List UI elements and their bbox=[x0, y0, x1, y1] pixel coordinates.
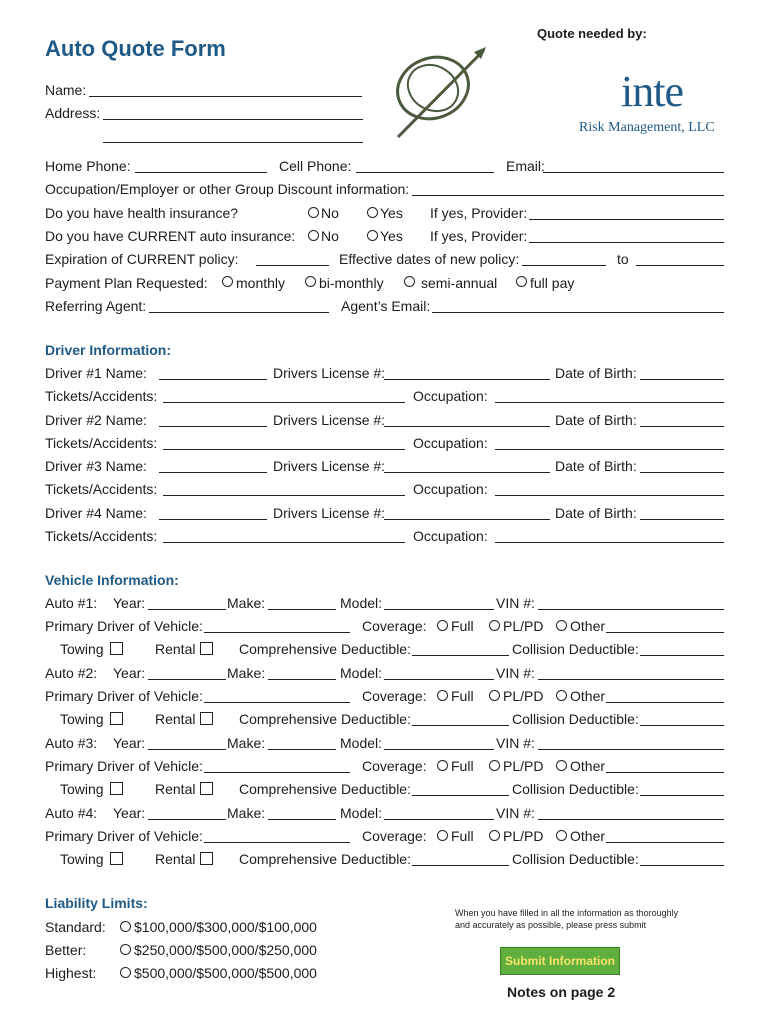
comprehensive-label: Comprehensive Deductible: bbox=[239, 781, 411, 797]
year-label: Year: bbox=[113, 595, 146, 611]
address-label: Address: bbox=[45, 105, 101, 121]
health-provider-label: If yes, Provider: bbox=[430, 205, 528, 221]
year-field[interactable] bbox=[148, 819, 226, 820]
current-auto-label: Do you have CURRENT auto insurance: bbox=[45, 228, 296, 244]
driver-name-label: Driver #1 Name: bbox=[45, 365, 147, 381]
health-no-radio[interactable] bbox=[308, 207, 319, 218]
coverage-full-label: Full bbox=[451, 828, 474, 844]
rental-checkbox[interactable] bbox=[200, 712, 213, 725]
name-field[interactable] bbox=[89, 96, 362, 97]
driver-occupation-field[interactable] bbox=[495, 402, 724, 403]
coverage-other-label: Other bbox=[570, 618, 606, 634]
driver-tickets-field[interactable] bbox=[163, 402, 405, 403]
driver-tickets-label: Tickets/Accidents: bbox=[45, 527, 158, 544]
auto-label: Auto #3: bbox=[45, 735, 98, 751]
driver-tickets-field[interactable] bbox=[163, 495, 405, 496]
coverage-other-field[interactable] bbox=[606, 702, 724, 703]
liability-radio[interactable] bbox=[120, 921, 131, 932]
vin-field[interactable] bbox=[538, 609, 724, 610]
vin-label: VIN #: bbox=[496, 805, 535, 821]
coverage-full-radio[interactable] bbox=[437, 620, 448, 631]
model-field[interactable] bbox=[384, 749, 494, 750]
driver-occupation-label: Occupation: bbox=[413, 481, 488, 497]
driver-tickets-label: Tickets/Accidents: bbox=[45, 434, 158, 451]
globe-arrow-logo-icon bbox=[388, 44, 492, 142]
coverage-plpd-label: PL/PD bbox=[503, 688, 544, 704]
model-field[interactable] bbox=[384, 819, 494, 820]
towing-checkbox[interactable] bbox=[110, 642, 123, 655]
driver-name-field[interactable] bbox=[159, 426, 267, 427]
referring-agent-field[interactable] bbox=[149, 312, 329, 313]
towing-checkbox[interactable] bbox=[110, 712, 123, 725]
driver-license-label: Drivers License #: bbox=[273, 365, 386, 381]
driver-dob-field[interactable] bbox=[640, 519, 724, 520]
expiration-field[interactable] bbox=[256, 265, 329, 266]
driver-dob-label: Date of Birth: bbox=[555, 504, 637, 521]
comprehensive-label: Comprehensive Deductible: bbox=[239, 641, 411, 657]
collision-field[interactable] bbox=[640, 865, 724, 866]
email-field[interactable] bbox=[543, 172, 724, 173]
driver-license-label: Drivers License #: bbox=[273, 504, 386, 521]
coverage-full-label: Full bbox=[451, 618, 474, 634]
coverage-plpd-label: PL/PD bbox=[503, 828, 544, 844]
primary-driver-field[interactable] bbox=[204, 702, 350, 703]
logo-subtitle: Risk Management, LLC bbox=[579, 120, 715, 135]
driver-name-label: Driver #2 Name: bbox=[45, 411, 147, 428]
coverage-full-label: Full bbox=[451, 758, 474, 774]
comprehensive-label: Comprehensive Deductible: bbox=[239, 711, 411, 727]
rental-label: Rental bbox=[155, 641, 196, 657]
liability-value: $250,000/$500,000/$250,000 bbox=[134, 942, 317, 958]
vin-field[interactable] bbox=[538, 749, 724, 750]
coverage-plpd-radio[interactable] bbox=[489, 620, 500, 631]
pay-semiannual-label: semi-annual bbox=[421, 275, 498, 291]
year-label: Year: bbox=[113, 805, 146, 821]
auto-yes-label: Yes bbox=[380, 228, 403, 244]
collision-label: Collision Deductible: bbox=[512, 851, 639, 867]
health-no-label: No bbox=[321, 205, 339, 221]
collision-field[interactable] bbox=[640, 655, 724, 656]
form-title: Auto Quote Form bbox=[45, 36, 226, 61]
coverage-full-radio[interactable] bbox=[437, 760, 448, 771]
coverage-plpd-radio[interactable] bbox=[489, 830, 500, 841]
driver-license-field[interactable] bbox=[384, 472, 550, 473]
driver-occupation-field[interactable] bbox=[495, 542, 724, 543]
coverage-plpd-label: PL/PD bbox=[503, 758, 544, 774]
pay-bimonthly-label: bi-monthly bbox=[319, 275, 384, 291]
year-label: Year: bbox=[113, 735, 146, 751]
coverage-full-radio[interactable] bbox=[437, 690, 448, 701]
make-field[interactable] bbox=[268, 609, 336, 610]
effective-to-label: to bbox=[617, 251, 629, 267]
address-field-1[interactable] bbox=[103, 119, 363, 120]
auto-no-label: No bbox=[321, 228, 339, 244]
auto-provider-label: If yes, Provider: bbox=[430, 228, 528, 244]
pay-bimonthly-radio[interactable] bbox=[305, 276, 316, 287]
driver-occupation-label: Occupation: bbox=[413, 434, 488, 451]
primary-driver-label: Primary Driver of Vehicle: bbox=[45, 828, 203, 844]
cell-phone-field[interactable] bbox=[356, 172, 494, 173]
primary-driver-label: Primary Driver of Vehicle: bbox=[45, 688, 203, 704]
driver-name-label: Driver #3 Name: bbox=[45, 458, 147, 474]
collision-label: Collision Deductible: bbox=[512, 641, 639, 657]
make-field[interactable] bbox=[268, 679, 336, 680]
coverage-other-radio[interactable] bbox=[556, 760, 567, 771]
driver-occupation-field[interactable] bbox=[495, 449, 724, 450]
make-field[interactable] bbox=[268, 819, 336, 820]
make-label: Make: bbox=[227, 665, 266, 681]
driver-license-field[interactable] bbox=[384, 519, 550, 520]
auto-label: Auto #2: bbox=[45, 665, 98, 681]
rental-checkbox[interactable] bbox=[200, 642, 213, 655]
quote-needed-label: Quote needed by: bbox=[537, 26, 647, 41]
auto-yes-radio[interactable] bbox=[367, 230, 378, 241]
model-label: Model: bbox=[340, 735, 383, 751]
liability-value: $500,000/$500,000/$500,000 bbox=[134, 965, 317, 981]
referring-agent-label: Referring Agent: bbox=[45, 298, 147, 314]
submit-note-line1: When you have filled in all the information as thoroughly bbox=[455, 908, 679, 918]
liability-section-title: Liability Limits: bbox=[45, 895, 148, 911]
coverage-plpd-label: PL/PD bbox=[503, 618, 544, 634]
primary-driver-label: Primary Driver of Vehicle: bbox=[45, 618, 203, 634]
driver-dob-label: Date of Birth: bbox=[555, 458, 637, 474]
expiration-label: Expiration of CURRENT policy: bbox=[45, 251, 239, 267]
towing-label: Towing bbox=[60, 641, 104, 657]
liability-label: Standard: bbox=[45, 919, 106, 935]
logo-wordmark: inte bbox=[621, 67, 683, 116]
rental-label: Rental bbox=[155, 851, 196, 867]
effective-from-field[interactable] bbox=[522, 265, 606, 266]
driver-tickets-label: Tickets/Accidents: bbox=[45, 481, 158, 497]
towing-checkbox[interactable] bbox=[110, 782, 123, 795]
coverage-other-radio[interactable] bbox=[556, 830, 567, 841]
towing-label: Towing bbox=[60, 711, 104, 727]
coverage-other-field[interactable] bbox=[606, 842, 724, 843]
model-label: Model: bbox=[340, 805, 383, 821]
collision-field[interactable] bbox=[640, 725, 724, 726]
collision-field[interactable] bbox=[640, 795, 724, 796]
year-label: Year: bbox=[113, 665, 146, 681]
driver-dob-label: Date of Birth: bbox=[555, 365, 637, 381]
vin-field[interactable] bbox=[538, 819, 724, 820]
rental-checkbox[interactable] bbox=[200, 852, 213, 865]
driver-license-label: Drivers License #: bbox=[273, 411, 386, 428]
make-field[interactable] bbox=[268, 749, 336, 750]
submit-note-line2: and accurately as possible, please press submit bbox=[455, 920, 647, 930]
vin-label: VIN #: bbox=[496, 665, 535, 681]
primary-driver-field[interactable] bbox=[204, 772, 350, 773]
primary-driver-label: Primary Driver of Vehicle: bbox=[45, 758, 203, 774]
pay-monthly-label: monthly bbox=[236, 275, 286, 291]
driver-license-field[interactable] bbox=[384, 379, 550, 380]
auto-label: Auto #4: bbox=[45, 805, 98, 821]
liability-label: Better: bbox=[45, 942, 87, 958]
driver-occupation-label: Occupation: bbox=[413, 527, 488, 544]
year-field[interactable] bbox=[148, 609, 226, 610]
make-label: Make: bbox=[227, 735, 266, 751]
coverage-label: Coverage: bbox=[362, 758, 427, 774]
year-field[interactable] bbox=[148, 679, 226, 680]
towing-label: Towing bbox=[60, 781, 104, 797]
driver-license-field[interactable] bbox=[384, 426, 550, 427]
coverage-plpd-radio[interactable] bbox=[489, 760, 500, 771]
make-label: Make: bbox=[227, 595, 266, 611]
driver-tickets-label: Tickets/Accidents: bbox=[45, 388, 158, 404]
name-label: Name: bbox=[45, 82, 87, 98]
liability-label: Highest: bbox=[45, 965, 97, 981]
coverage-plpd-radio[interactable] bbox=[489, 690, 500, 701]
liability-radio[interactable] bbox=[120, 967, 131, 978]
health-yes-radio[interactable] bbox=[367, 207, 378, 218]
coverage-label: Coverage: bbox=[362, 688, 427, 704]
comprehensive-field[interactable] bbox=[412, 725, 509, 726]
auto-provider-field[interactable] bbox=[529, 242, 724, 243]
address-field-2[interactable] bbox=[103, 142, 363, 143]
driver-license-label: Drivers License #: bbox=[273, 458, 386, 474]
payment-plan-label: Payment Plan Requested: bbox=[45, 275, 208, 291]
driver-dob-field[interactable] bbox=[640, 426, 724, 427]
towing-label: Towing bbox=[60, 851, 104, 867]
rental-label: Rental bbox=[155, 711, 196, 727]
home-phone-field[interactable] bbox=[135, 172, 267, 173]
model-field[interactable] bbox=[384, 609, 494, 610]
coverage-other-radio[interactable] bbox=[556, 690, 567, 701]
email-label: Email: bbox=[506, 158, 545, 174]
occupation-field[interactable] bbox=[412, 195, 724, 196]
driver-name-field[interactable] bbox=[159, 379, 267, 380]
driver-name-field[interactable] bbox=[159, 519, 267, 520]
model-label: Model: bbox=[340, 665, 383, 681]
notes-page-label: Notes on page 2 bbox=[507, 984, 616, 1000]
towing-checkbox[interactable] bbox=[110, 852, 123, 865]
coverage-label: Coverage: bbox=[362, 828, 427, 844]
driver-name-field[interactable] bbox=[159, 472, 267, 473]
vin-label: VIN #: bbox=[496, 595, 535, 611]
health-yes-label: Yes bbox=[380, 205, 403, 221]
rental-label: Rental bbox=[155, 781, 196, 797]
driver-section-title: Driver Information: bbox=[45, 342, 172, 358]
coverage-full-radio[interactable] bbox=[437, 830, 448, 841]
model-label: Model: bbox=[340, 595, 383, 611]
coverage-other-radio[interactable] bbox=[556, 620, 567, 631]
health-provider-field[interactable] bbox=[529, 219, 724, 220]
effective-label: Effective dates of new policy: bbox=[339, 251, 520, 267]
agent-email-field[interactable] bbox=[432, 312, 724, 313]
pay-semiannual-radio[interactable] bbox=[404, 276, 415, 287]
effective-to-field[interactable] bbox=[636, 265, 724, 266]
home-phone-label: Home Phone: bbox=[45, 158, 131, 174]
collision-label: Collision Deductible: bbox=[512, 781, 639, 797]
liability-value: $100,000/$300,000/$100,000 bbox=[134, 919, 317, 935]
rental-checkbox[interactable] bbox=[200, 782, 213, 795]
year-field[interactable] bbox=[148, 749, 226, 750]
primary-driver-field[interactable] bbox=[204, 842, 350, 843]
comprehensive-field[interactable] bbox=[412, 865, 509, 866]
coverage-other-label: Other bbox=[570, 828, 606, 844]
driver-name-label: Driver #4 Name: bbox=[45, 504, 147, 521]
make-label: Make: bbox=[227, 805, 266, 821]
liability-radio[interactable] bbox=[120, 944, 131, 955]
driver-tickets-field[interactable] bbox=[163, 449, 405, 450]
occupation-label: Occupation/Employer or other Group Discount information: bbox=[45, 181, 410, 197]
comprehensive-field[interactable] bbox=[412, 655, 509, 656]
coverage-other-field[interactable] bbox=[606, 632, 724, 633]
driver-dob-label: Date of Birth: bbox=[555, 411, 637, 428]
cell-phone-label: Cell Phone: bbox=[279, 158, 352, 174]
driver-dob-field[interactable] bbox=[640, 379, 724, 380]
coverage-other-field[interactable] bbox=[606, 772, 724, 773]
coverage-other-label: Other bbox=[570, 688, 606, 704]
auto-no-radio[interactable] bbox=[308, 230, 319, 241]
driver-occupation-label: Occupation: bbox=[413, 388, 488, 404]
primary-driver-field[interactable] bbox=[204, 632, 350, 633]
coverage-other-label: Other bbox=[570, 758, 606, 774]
driver-dob-field[interactable] bbox=[640, 472, 724, 473]
vehicle-section-title: Vehicle Information: bbox=[45, 572, 179, 588]
coverage-label: Coverage: bbox=[362, 618, 427, 634]
collision-label: Collision Deductible: bbox=[512, 711, 639, 727]
pay-fullpay-label: full pay bbox=[530, 275, 575, 291]
submit-button[interactable]: Submit Information bbox=[500, 947, 620, 975]
pay-fullpay-radio[interactable] bbox=[516, 276, 527, 287]
auto-label: Auto #1: bbox=[45, 595, 98, 611]
agent-email-label: Agent’s Email: bbox=[341, 298, 431, 314]
pay-monthly-radio[interactable] bbox=[222, 276, 233, 287]
vin-label: VIN #: bbox=[496, 735, 535, 751]
comprehensive-label: Comprehensive Deductible: bbox=[239, 851, 411, 867]
driver-occupation-field[interactable] bbox=[495, 495, 724, 496]
driver-tickets-field[interactable] bbox=[163, 542, 405, 543]
comprehensive-field[interactable] bbox=[412, 795, 509, 796]
vin-field[interactable] bbox=[538, 679, 724, 680]
health-insurance-label: Do you have health insurance? bbox=[45, 205, 239, 221]
coverage-full-label: Full bbox=[451, 688, 474, 704]
model-field[interactable] bbox=[384, 679, 494, 680]
